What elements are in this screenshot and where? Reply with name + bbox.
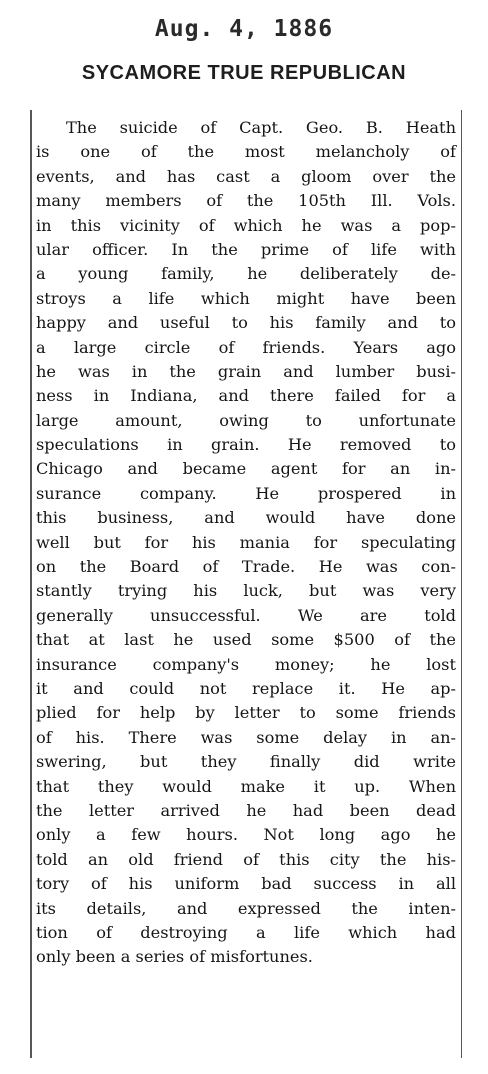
newspaper-name: SYCAMORE TRUE REPUBLICAN <box>81 62 407 84</box>
article-line: in this vicinity of which he was a pop- <box>36 215 456 235</box>
article-line: he was in the grain and lumber busi- <box>36 361 456 381</box>
article-line: of his. There was some delay in an- <box>36 727 456 747</box>
article-body <box>36 116 456 970</box>
article-line: plied for help by letter to some friends <box>36 703 456 723</box>
publication-date: Aug. 4, 1886 <box>154 16 334 42</box>
article-line: stantly trying his luck, but was very <box>36 581 456 601</box>
article-line: that they would make it up. When <box>36 776 456 796</box>
article-line: swering, but they finally did write <box>36 752 456 772</box>
column-rule-left <box>30 110 32 1058</box>
article-line: happy and useful to his family and to <box>36 313 456 333</box>
newspaper-clipping <box>30 110 462 1060</box>
article-line: speculations in grain. He removed to <box>36 435 456 455</box>
article-line: The suicide of Capt. Geo. B. Heath <box>66 118 456 137</box>
article-line: only been a series of misfortunes. <box>36 947 313 967</box>
article-line: ular officer. In the prime of life with <box>36 239 456 259</box>
article-line: its details, and expressed the inten- <box>36 898 456 918</box>
article-line: ness in Indiana, and there failed for a <box>36 386 456 406</box>
article-line: many members of the 105th Ill. Vols. <box>36 191 456 211</box>
article-line: that at last he used some $500 of the <box>36 630 456 650</box>
column-rule-right <box>461 110 463 1058</box>
article-line: stroys a life which might have been <box>36 288 456 308</box>
article-line: on the Board of Trade. He was con- <box>36 557 456 577</box>
article-line: tion of destroying a life which had <box>36 922 456 942</box>
article-line: surance company. He prospered in <box>36 483 456 503</box>
article-line: well but for his mania for speculating <box>36 532 456 552</box>
article-line: told an old friend of this city the his- <box>36 849 456 869</box>
article-line: tory of his uniform bad success in all <box>36 874 456 894</box>
article-line: the letter arrived he had been dead <box>36 800 456 820</box>
article-line: large amount, owing to unfortunate <box>36 410 456 430</box>
article-line: generally unsuccessful. We are told <box>36 605 456 625</box>
article-line: this business, and would have done <box>36 508 456 528</box>
article-line: is one of the most melancholy of <box>36 142 456 162</box>
article-line: a large circle of friends. Years ago <box>36 337 456 357</box>
article-line: Chicago and became agent for an in- <box>36 459 456 479</box>
article-line: only a few hours. Not long ago he <box>36 825 456 845</box>
article-line: insurance company's money; he lost <box>36 654 456 674</box>
article-line: a young family, he deliberately de- <box>36 264 456 284</box>
article-line: it and could not replace it. He ap- <box>36 678 456 698</box>
article-line: events, and has cast a gloom over the <box>36 166 456 186</box>
